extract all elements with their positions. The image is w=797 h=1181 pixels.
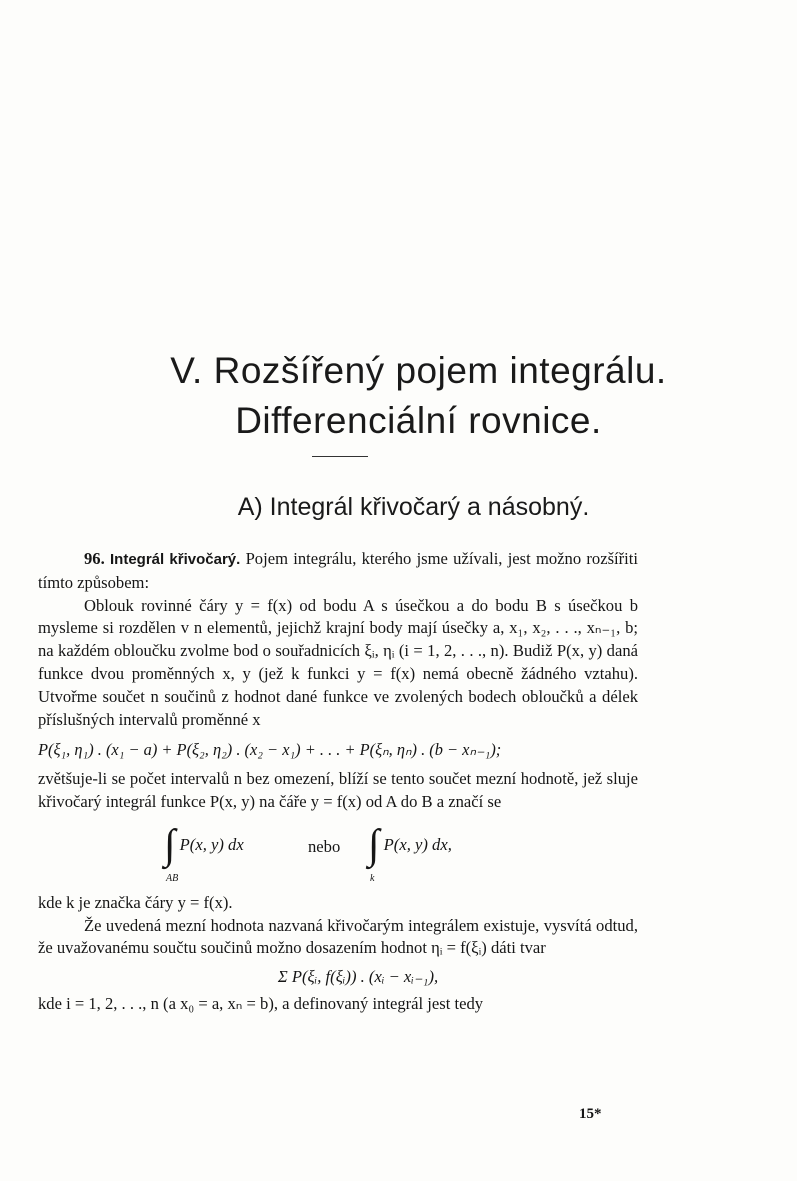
paragraph-existence: Že uvedená mezní hodnota nazvaná křivočarým integrálem existuje, vysvítá odtud, že uvažovanému součtu součinů možno dosazením hodnot ηᵢ = f(ξᵢ) dáti tvar — [38, 915, 638, 958]
paragraph-definition: Oblouk rovinné čáry y = f(x) od bodu A s úsečkou a do bodu B s úsečkou b mysleme si rozdělen v n elementů, jejichž krajní body mají úsečky a, x₁, x₂, . . ., xₙ₋₁, b; na každém obloučku zvolme bod o souřadnicích ξᵢ, ηᵢ (i = 1, 2, . . ., n). Budiž P(x, y) daná funkce dvou proměnných x, y (jež k funkci y = f(x) nemá obecně žádného vztahu). Utvořme součet n součinů z hodnot dané funkce ve zvolených bodech obloučků a délek příslušných intervalů proměnné x — [38, 595, 638, 729]
integral-sign-ab: ∫ — [164, 821, 176, 868]
integral-ab-subscript: AB — [166, 872, 179, 884]
paragraph-curve-label: kde k je značka čáry y = f(x). — [38, 892, 233, 912]
paragraph-96-text: Pojem integrálu, kterého jsme užívali, jest možno rozšířiti tímto způsobem: — [38, 549, 638, 592]
title-divider — [312, 456, 368, 457]
body-text — [38, 548, 638, 1016]
section-title: A) Integrál křivočarý a násobný. — [237, 493, 590, 521]
page-number: 15* — [579, 1106, 602, 1122]
integral-connector: nebo — [308, 836, 341, 856]
sum-formula: P(ξ₁, η₁) . (x₁ − a) + P(ξ₂, η₂) . (x₂ − x₁) + . . . + P(ξₙ, ηₙ) . (b − xₙ₋₁); — [38, 740, 502, 760]
integral-k-expression: P(x, y) dx, — [383, 834, 452, 854]
paragraph-96 — [38, 548, 638, 595]
section-heading: Integrál křivočarý. — [110, 551, 241, 568]
chapter-title-line-1: V. Rozšířený pojem integrálu. — [170, 350, 667, 391]
integral-ab-expression: P(x, y) dx — [179, 834, 244, 854]
integral-sign-k: ∫ — [368, 821, 380, 868]
integral-k-subscript: k — [370, 872, 375, 884]
chapter-title — [0, 346, 797, 446]
section-number: 96. — [84, 549, 105, 568]
integral-k — [368, 821, 452, 884]
chapter-title-line-2: Differenciální rovnice. — [235, 400, 602, 441]
integral-ab — [164, 821, 244, 884]
paragraph-limit: zvětšuje-li se počet intervalů n bez omezení, blíží se tento součet mezní hodnotě, jež sluje křivočarý integrál funkce P(x, y) na čáře y = f(x) od A do B a značí se — [38, 769, 638, 811]
paragraph-conclusion: kde i = 1, 2, . . ., n (a x₀ = a, xₙ = b), a definovaný integrál jest tedy — [38, 993, 484, 1013]
substituted-sum-formula: Σ P(ξᵢ, f(ξᵢ)) . (xᵢ − xᵢ₋₁), — [277, 967, 439, 987]
integral-notation — [38, 822, 638, 888]
